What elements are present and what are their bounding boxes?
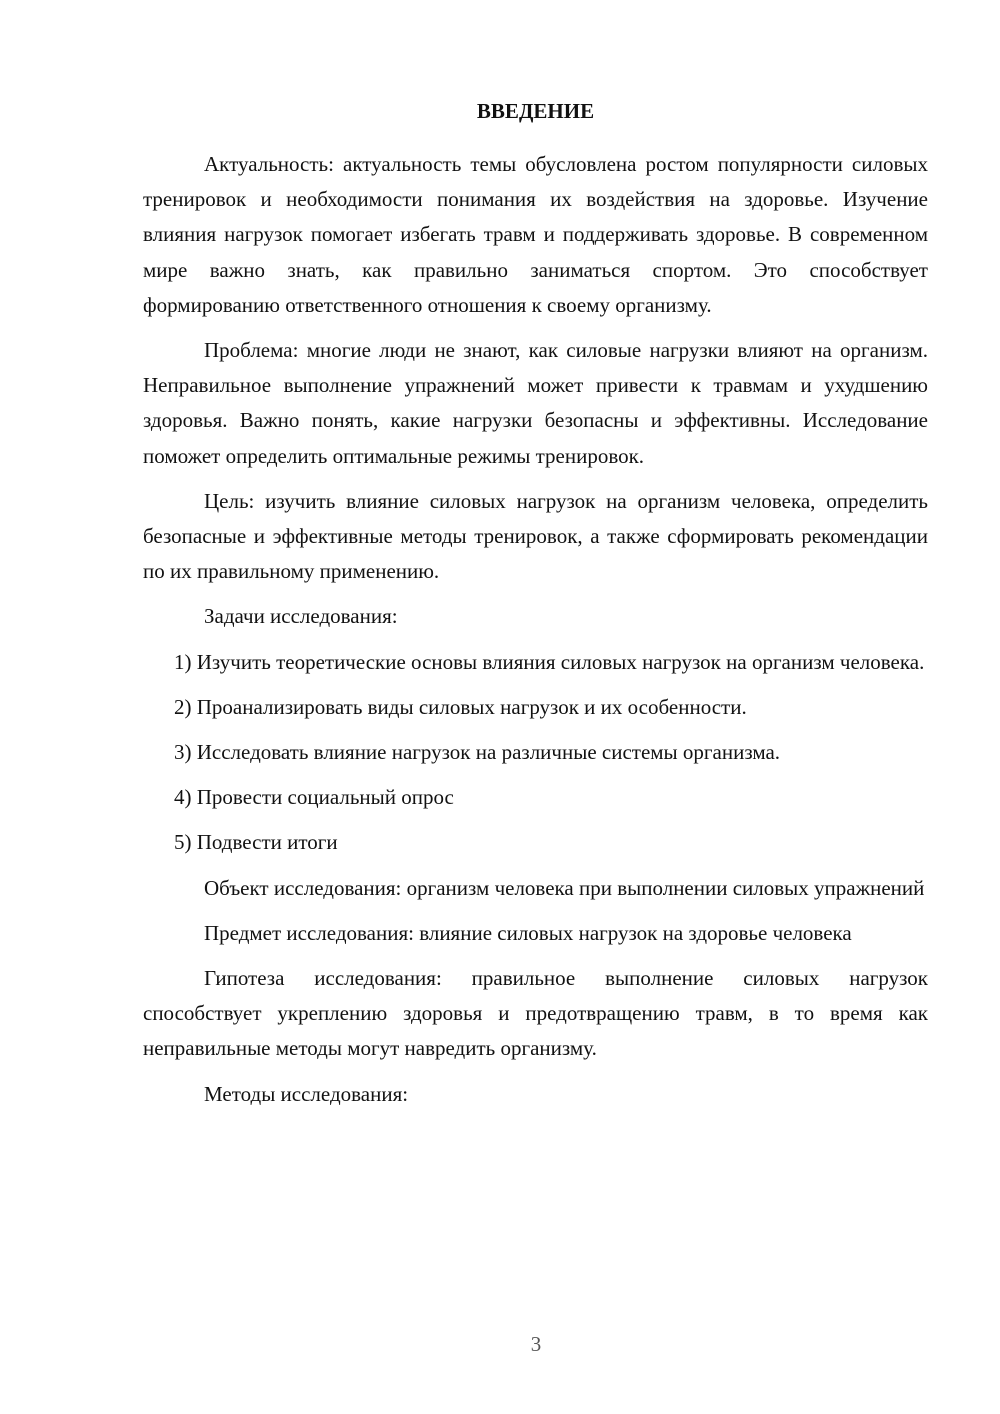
object-paragraph: Объект исследования: организм человека при выполнении силовых упражнений (204, 875, 925, 900)
page-number: 3 (530, 1332, 542, 1356)
subject-paragraph: Предмет исследования: влияние силовых нагрузок на здоровье человека (204, 920, 852, 945)
tasks-heading: Задачи исследования: (204, 604, 398, 629)
section-title: ВВЕДЕНИЕ (476, 99, 595, 123)
task-item-4: 4) Провести социальный опрос (174, 785, 454, 810)
document-page (143, 94, 928, 1112)
hypothesis-paragraph: Гипотеза исследования: правильное выполнение силовых нагрузок способствует укреплению здоровья и предотвращению травм, в то время как неправильные методы могут навредить организму. (143, 966, 928, 1061)
task-item-1: 1) Изучить теоретические основы влияния силовых нагрузок на организм человека. (174, 649, 925, 674)
task-item-3: 3) Исследовать влияние нагрузок на различные системы организма. (174, 740, 781, 765)
relevance-paragraph: Актуальность: актуальность темы обусловлена ростом популярности силовых тренировок и необходимости понимания их воздействия на здоровье. Изучение влияния нагрузок помогает избегать травм и поддерживать здоровье. В современном мире важно знать, как правильно заниматься спортом. Это способствует формированию ответственного отношения к своему организму. (143, 152, 928, 317)
task-item-5: 5) Подвести итоги (174, 830, 338, 855)
goal-paragraph: Цель: изучить влияние силовых нагрузок на организм человека, определить безопасные и эффективные методы тренировок, а также сформировать рекомендации по их правильному применению. (143, 488, 928, 584)
methods-heading: Методы исследования: (204, 1081, 409, 1106)
problem-paragraph: Проблема: многие люди не знают, как силовые нагрузки влияют на организм. Неправильное выполнение упражнений может привести к травмам и ухудшению здоровья. Важно понять, какие нагрузки безопасны и эффективны. Исследование поможет определить оптимальные режимы тренировок. (143, 338, 928, 468)
task-item-2: 2) Проанализировать виды силовых нагрузок и их особенности. (174, 694, 747, 719)
